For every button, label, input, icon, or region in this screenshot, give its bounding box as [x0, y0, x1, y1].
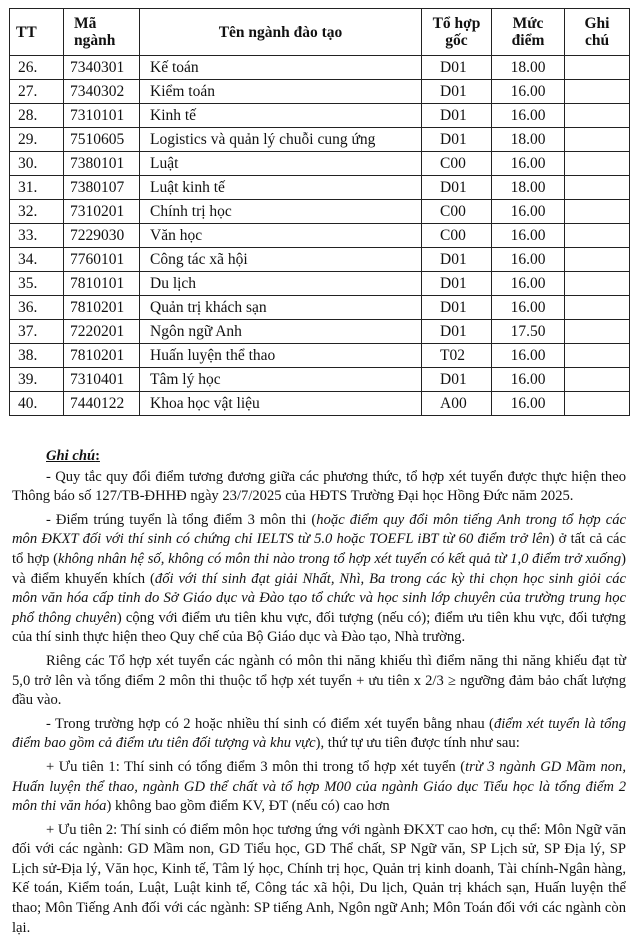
header-score: Mức điểm — [492, 9, 565, 56]
row-name: Huấn luyện thể thao — [140, 344, 422, 368]
row-code: 7810201 — [64, 296, 140, 320]
table-row — [10, 344, 630, 368]
row-code: 7310401 — [64, 368, 140, 392]
row-tt: 32. — [10, 200, 64, 224]
row-name: Quản trị khách sạn — [140, 296, 422, 320]
row-name: Chính trị học — [140, 200, 422, 224]
header-code: Mã ngành — [64, 9, 140, 56]
row-tt: 34. — [10, 248, 64, 272]
row-name: Khoa học vật liệu — [140, 392, 422, 416]
table-row — [10, 200, 630, 224]
row-combo: D01 — [422, 128, 492, 152]
table-row — [10, 176, 630, 200]
row-note — [565, 200, 630, 224]
table-row — [10, 296, 630, 320]
row-code: 7340302 — [64, 80, 140, 104]
note-priority-2: + Ưu tiên 2: Thí sinh có điểm môn học tương ứng với ngành ĐKXT cao hơn, cụ thể: Môn Ngữ văn đối với các ngành: GD Mầm non, GD Tiểu học, GD Thể chất, SP Ngữ văn, SP Lịch sử, SP Địa lý, SP Lịch sử-Địa lý, Văn học, Kinh tế, Tâm lý học, Chính trị học, Quản trị kinh doanh, Tài chính-Ngân hàng, Kế toán, Kiểm toán, Luật, Luật kinh tế, Công tác xã hội, Du lịch, Quản trị khách sạn, Huấn luyện thể thao; Môn Tiếng Anh đối với các ngành: SP tiếng Anh, Ngôn ngữ Anh; Môn Toán đối với các ngành còn lại. — [12, 821, 626, 936]
row-code: 7810201 — [64, 344, 140, 368]
row-score: 16.00 — [492, 200, 565, 224]
row-tt: 27. — [10, 80, 64, 104]
row-name: Luật kinh tế — [140, 176, 422, 200]
row-tt: 37. — [10, 320, 64, 344]
row-name: Tâm lý học — [140, 368, 422, 392]
row-note — [565, 296, 630, 320]
row-name: Văn học — [140, 224, 422, 248]
row-score: 16.00 — [492, 296, 565, 320]
table-row — [10, 272, 630, 296]
table-row — [10, 368, 630, 392]
row-note — [565, 104, 630, 128]
row-name: Công tác xã hội — [140, 248, 422, 272]
row-name: Kế toán — [140, 56, 422, 80]
table-row — [10, 128, 630, 152]
table-row — [10, 56, 630, 80]
row-tt: 35. — [10, 272, 64, 296]
row-combo: D01 — [422, 296, 492, 320]
note-conversion-rule: - Quy tắc quy đổi điểm tương đương giữa các phương thức, tổ hợp xét tuyển được thực hiện theo Thông báo số 127/TB-ĐHHĐ ngày 23/7/2025 của HĐTS Trường Đại học Hồng Đức năm 2025. — [12, 468, 626, 505]
row-name: Logistics và quản lý chuỗi cung ứng — [140, 128, 422, 152]
row-note — [565, 80, 630, 104]
row-note — [565, 248, 630, 272]
row-score: 18.00 — [492, 176, 565, 200]
row-combo: A00 — [422, 392, 492, 416]
row-code: 7810101 — [64, 272, 140, 296]
row-score: 17.50 — [492, 320, 565, 344]
table-row — [10, 152, 630, 176]
row-score: 18.00 — [492, 56, 565, 80]
row-tt: 36. — [10, 296, 64, 320]
row-score: 16.00 — [492, 368, 565, 392]
row-combo: D01 — [422, 320, 492, 344]
row-note — [565, 320, 630, 344]
row-note — [565, 224, 630, 248]
row-code: 7310101 — [64, 104, 140, 128]
table-row — [10, 80, 630, 104]
admission-score-table — [9, 8, 630, 416]
row-code: 7310201 — [64, 200, 140, 224]
row-note — [565, 272, 630, 296]
note-tie-break: - Trong trường hợp có 2 hoặc nhiều thí sinh có điểm xét tuyển bằng nhau (điểm xét tuyển là tổng điểm bao gồm cả điểm ưu tiên đối tượng và khu vực), thứ tự ưu tiên được tính như sau: — [12, 715, 627, 752]
header-name: Tên ngành đào tạo — [140, 9, 422, 56]
table-row — [10, 392, 630, 416]
row-code: 7229030 — [64, 224, 140, 248]
row-tt: 40. — [10, 392, 64, 416]
row-name: Kinh tế — [140, 104, 422, 128]
row-combo: C00 — [422, 224, 492, 248]
row-combo: C00 — [422, 152, 492, 176]
row-combo: D01 — [422, 272, 492, 296]
row-note — [565, 128, 630, 152]
row-combo: D01 — [422, 80, 492, 104]
row-combo: T02 — [422, 344, 492, 368]
row-note — [565, 152, 630, 176]
row-combo: C00 — [422, 200, 492, 224]
row-score: 18.00 — [492, 128, 565, 152]
table-row — [10, 224, 630, 248]
row-code: 7380101 — [64, 152, 140, 176]
row-score: 16.00 — [492, 248, 565, 272]
row-tt: 26. — [10, 56, 64, 80]
row-tt: 38. — [10, 344, 64, 368]
row-score: 16.00 — [492, 80, 565, 104]
notes-title: Ghi chú: — [46, 448, 100, 464]
note-aptitude-combo: Riêng các Tổ hợp xét tuyển các ngành có môn thi năng khiếu thì điểm năng thi năng khiếu đạt từ 5,0 trở lên và tổng điểm 2 môn thi thuộc tổ hợp xét tuyển + ưu tiên x 2/3 ≥ ngưỡng đảm bảo chất lượng đầu vào. — [12, 652, 626, 709]
table-row — [10, 320, 630, 344]
row-combo: D01 — [422, 104, 492, 128]
row-tt: 28. — [10, 104, 64, 128]
row-name: Luật — [140, 152, 422, 176]
row-note — [565, 56, 630, 80]
row-tt: 33. — [10, 224, 64, 248]
row-code: 7510605 — [64, 128, 140, 152]
row-combo: D01 — [422, 176, 492, 200]
header-tt: TT — [10, 9, 64, 56]
row-code: 7340301 — [64, 56, 140, 80]
notes-section — [12, 447, 626, 938]
header-combo: Tổ hợp gốc — [422, 9, 492, 56]
row-score: 16.00 — [492, 272, 565, 296]
row-combo: D01 — [422, 56, 492, 80]
table-row — [10, 104, 630, 128]
note-priority-1: + Ưu tiên 1: Thí sinh có tổng điểm 3 môn thi trong tổ hợp xét tuyển (trừ 3 ngành GD Mầm non, Huấn luyện thể thao, ngành GD thể chất và tổ hợp M00 của ngành Giáo dục Tiểu học là tổng điểm 2 môn thi văn hóa) không bao gồm điểm KV, ĐT (nếu có) cao hơn — [12, 758, 626, 815]
row-tt: 39. — [10, 368, 64, 392]
note-passing-score: - Điểm trúng tuyển là tổng điểm 3 môn thi (hoặc điểm quy đổi môn tiếng Anh trong tổ hợp các môn ĐKXT đối với thí sinh có chứng chỉ IELTS từ 5.0 hoặc TOEFL iBT từ 60 điểm trở lên) ở tất cả các tổ hợp (không nhân hệ số, không có môn thi nào trong tổ hợp xét tuyển có kết quả từ 1,0 điểm trở xuống) và điểm khuyến khích (đối với thí sinh đạt giải Nhất, Nhì, Ba trong các kỳ thi chọn học sinh giỏi các môn văn hóa cấp tỉnh do Sở Giáo dục và Đào tạo tổ chức và học sinh lớp chuyên của trường trung học phổ thông chuyên) cộng với điểm ưu tiên khu vực, đối tượng (nếu có); điểm ưu tiên khu vực, đối tượng của thí sinh thực hiện theo Quy chế của Bộ Giáo dục và Đào tạo, Nhà trường. — [12, 511, 626, 646]
table-row — [10, 248, 630, 272]
row-combo: D01 — [422, 248, 492, 272]
row-note — [565, 392, 630, 416]
row-score: 16.00 — [492, 224, 565, 248]
row-tt: 31. — [10, 176, 64, 200]
row-note — [565, 344, 630, 368]
row-score: 16.00 — [492, 104, 565, 128]
row-code: 7440122 — [64, 392, 140, 416]
row-code: 7760101 — [64, 248, 140, 272]
row-score: 16.00 — [492, 344, 565, 368]
row-score: 16.00 — [492, 392, 565, 416]
table-header-row — [10, 9, 630, 56]
row-tt: 29. — [10, 128, 64, 152]
row-code: 7380107 — [64, 176, 140, 200]
row-name: Du lịch — [140, 272, 422, 296]
header-note: Ghi chú — [565, 9, 630, 56]
row-tt: 30. — [10, 152, 64, 176]
row-combo: D01 — [422, 368, 492, 392]
row-note — [565, 176, 630, 200]
row-name: Ngôn ngữ Anh — [140, 320, 422, 344]
row-code: 7220201 — [64, 320, 140, 344]
row-note — [565, 368, 630, 392]
row-score: 16.00 — [492, 152, 565, 176]
row-name: Kiểm toán — [140, 80, 422, 104]
